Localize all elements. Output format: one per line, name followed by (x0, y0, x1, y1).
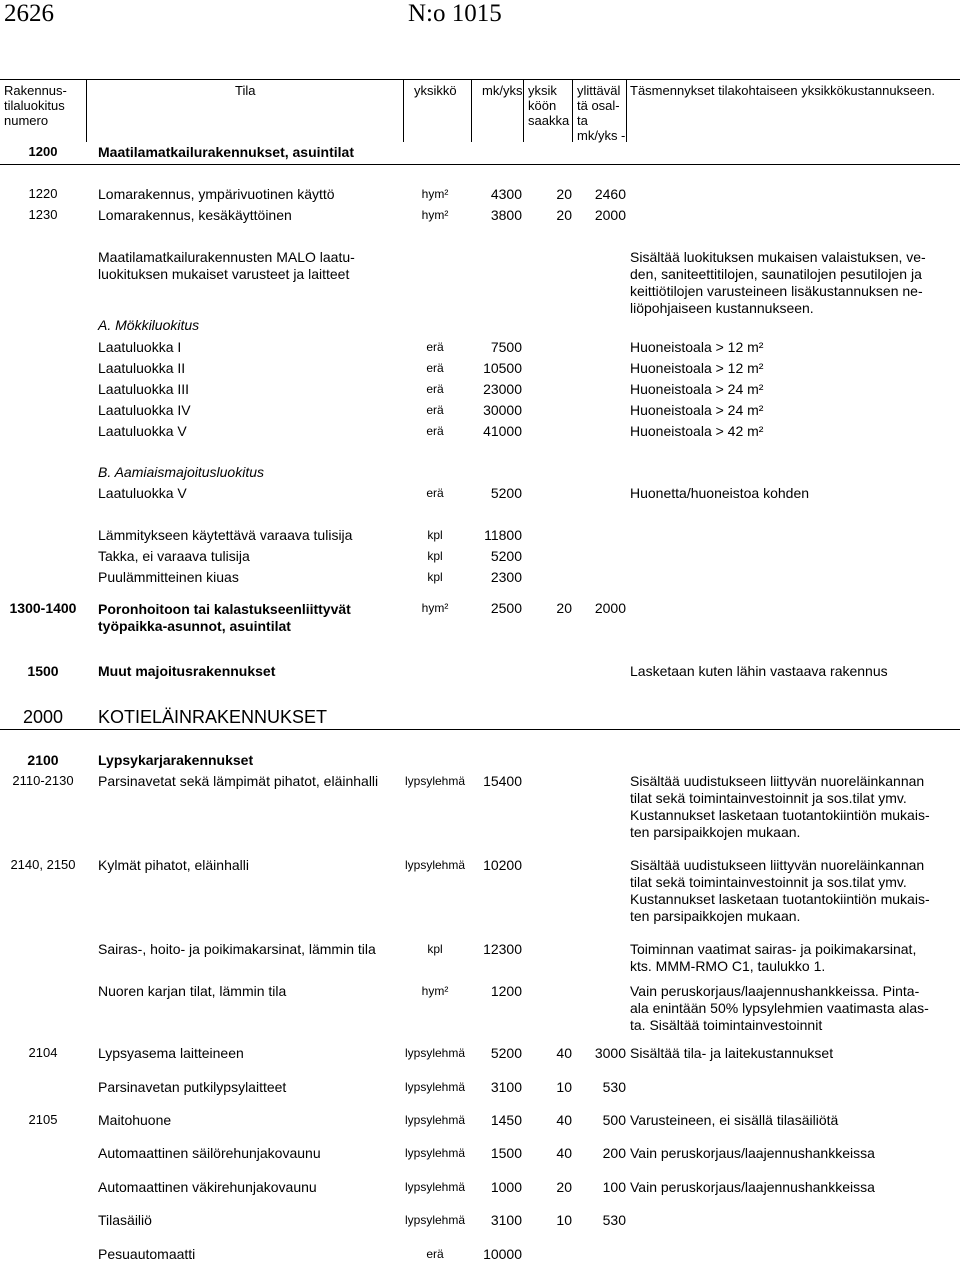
row-note-2110: Sisältää uudistukseen liittyvän nuoreläinkannan tilat sekä toimintainvestoinnit ja sos.tilat ymv. Kustannukset lasketaan tuotantokiintiön mukais- ten parsipaikkojen mukaan. (630, 773, 930, 840)
table-row-tilasailio (0, 1210, 960, 1230)
row-note: Huoneistoala > 24 m² (630, 381, 764, 397)
row-unit: hym² (421, 601, 449, 615)
page-number: 2626 (4, 0, 54, 27)
col-header-unit: yksikkö (414, 83, 457, 98)
row-unit: erä (426, 403, 444, 417)
table-row-1220 (0, 184, 960, 204)
row-over: 2460 (594, 186, 626, 202)
table-row (0, 337, 960, 357)
col-header-over: ylittäväl tä osal- ta mk/yks - (577, 83, 626, 143)
row-life: 10 (556, 1079, 572, 1095)
row-unit: erä (426, 382, 444, 396)
row-note-2140: Sisältää uudistukseen liittyvän nuoreläinkannan tilat sekä toimintainvestoinnit ja sos.tilat ymv. Kustannukset lasketaan tuotantokiintiön mukais- ten parsipaikkojen mukaan. (630, 857, 930, 924)
row-unit: erä (426, 1247, 444, 1261)
table-row-putki (0, 1077, 960, 1097)
row-over: 200 (602, 1145, 626, 1161)
row-name: Takka, ei varaava tulisija (98, 548, 250, 564)
row-life: 20 (556, 1179, 572, 1195)
row-price: 15400 (483, 773, 522, 789)
row-note: Lasketaan kuten lähin vastaava rakennus (630, 663, 888, 679)
table-row (0, 483, 960, 503)
row-number: 2100 (27, 752, 59, 768)
row-name: Parsinavetat sekä lämpimät pihatot, eläinhalli (98, 773, 379, 789)
row-name: Maatilamatkailurakennukset, asuintilat (98, 144, 354, 160)
row-price: 12300 (483, 941, 522, 957)
row-unit: lypsylehmä (404, 774, 466, 788)
row-note: Varusteineen, ei sisällä tilasäiliötä (630, 1112, 839, 1128)
row-name: Puulämmitteinen kiuas (98, 569, 239, 585)
row-unit: erä (426, 340, 444, 354)
header-bottom-rule (0, 164, 960, 165)
row-price: 5200 (490, 1045, 522, 1061)
row-unit: kpl (427, 570, 443, 584)
row-price: 3100 (490, 1079, 522, 1095)
malo-note: Sisältää luokituksen mukaisen valaistuksen, ve- den, saniteettitilojen, saunatilojen pesutilojen ja keittiötilojen varusteineen lisäkustannuksen ne- liöpohjaiseen kustannukseen. (630, 249, 926, 316)
table-row-pesu (0, 1244, 960, 1264)
row-unit: erä (426, 486, 444, 500)
col-divider (523, 80, 524, 142)
table-row-vaki (0, 1177, 960, 1197)
row-unit: hym² (421, 984, 449, 998)
row-price: 4300 (490, 186, 522, 202)
row-note: Huoneistoala > 12 m² (630, 339, 764, 355)
row-name: Nuoren karjan tilat, lämmin tila (98, 983, 287, 999)
row-name: Pesuautomaatti (98, 1246, 196, 1262)
row-price: 7500 (490, 339, 522, 355)
row-unit: kpl (427, 549, 443, 563)
row-note-sairas: Toiminnan vaatimat sairas- ja poikimakarsinat, kts. MMM-RMO C1, taulukko 1. (630, 941, 917, 974)
row-price: 1500 (490, 1145, 522, 1161)
row-over: 530 (602, 1212, 626, 1228)
row-over: 2000 (594, 207, 626, 223)
row-over: 500 (602, 1112, 626, 1128)
section-row-2000 (0, 705, 960, 729)
row-name: Muut majoitusrakennukset (98, 663, 276, 679)
row-price: 30000 (483, 402, 522, 418)
table-row (0, 567, 960, 587)
row-price: 10000 (483, 1246, 522, 1262)
row-number: 1500 (27, 663, 59, 679)
row-note: Huoneistoala > 24 m² (630, 402, 764, 418)
row-name: Lomarakennus, ympärivuotinen käyttö (98, 186, 335, 202)
col-divider (403, 80, 404, 142)
table-row-sailo (0, 1143, 960, 1163)
row-number: 1200 (28, 144, 58, 159)
row-price: 23000 (483, 381, 522, 397)
table-row (0, 525, 960, 545)
row-unit: hym² (421, 187, 449, 201)
section-rule (0, 729, 960, 730)
row-life: 40 (556, 1045, 572, 1061)
row-unit: erä (426, 361, 444, 375)
row-unit: hym² (421, 208, 449, 222)
malo-b-heading: B. Aamiaismajoitusluokitus (98, 464, 264, 480)
row-unit: kpl (427, 528, 443, 542)
col-header-tila: Tila (235, 83, 256, 98)
table-row (0, 546, 960, 566)
row-note: Huoneistoala > 12 m² (630, 360, 764, 376)
row-unit: lypsylehmä (404, 1146, 466, 1160)
row-number: 2140, 2150 (10, 857, 76, 872)
row-unit: lypsylehmä (404, 1080, 466, 1094)
row-name: Laatuluokka III (98, 381, 190, 397)
row-price: 3800 (490, 207, 522, 223)
row-note: Huoneistoala > 42 m² (630, 423, 764, 439)
col-header-life: yksik köön saakka (528, 83, 570, 128)
row-over: 100 (602, 1179, 626, 1195)
row-price: 1450 (490, 1112, 522, 1128)
col-header-price: mk/yks (482, 83, 523, 98)
issue-number: N:o 1015 (408, 0, 502, 27)
row-number: 2105 (28, 1112, 58, 1127)
table-row-2104 (0, 1043, 960, 1063)
col-divider (572, 80, 573, 142)
table-row-2105 (0, 1110, 960, 1130)
row-note: Huonetta/huoneistoa kohden (630, 485, 810, 501)
row-price: 11800 (484, 527, 522, 543)
table-row-1230 (0, 205, 960, 225)
row-life: 40 (556, 1145, 572, 1161)
row-number: 2000 (22, 707, 64, 727)
row-name: Lypsykarjarakennukset (98, 752, 254, 768)
row-over: 3000 (594, 1045, 626, 1061)
row-name: Lypsyasema laitteineen (98, 1045, 244, 1061)
table-row-1500 (0, 661, 960, 681)
row-price: 1200 (490, 983, 522, 999)
row-name: Parsinavetan putkilypsylaitteet (98, 1079, 287, 1095)
malo-b-heading-row (0, 462, 960, 482)
row-name: Laatuluokka I (98, 339, 182, 355)
row-life: 20 (556, 186, 572, 202)
col-divider (86, 80, 87, 142)
row-unit: lypsylehmä (404, 858, 466, 872)
row-price: 5200 (490, 548, 522, 564)
malo-a-heading: A. Mökkiluokitus (98, 317, 200, 333)
row-name: Laatuluokka V (98, 423, 187, 439)
col-divider (626, 80, 627, 142)
header-top-rule (0, 79, 960, 80)
row-price: 41000 (483, 423, 522, 439)
col-divider (471, 80, 472, 142)
row-unit: lypsylehmä (404, 1046, 466, 1060)
row-name: Laatuluokka IV (98, 402, 191, 418)
row-name: Laatuluokka II (98, 360, 186, 376)
malo-a-heading-row (0, 315, 960, 335)
table-row (0, 358, 960, 378)
row-number: 1300-1400 (9, 600, 77, 616)
row-note: Vain peruskorjaus/laajennushankkeissa (630, 1179, 875, 1195)
row-number: 2104 (28, 1045, 58, 1060)
table-row (0, 400, 960, 420)
row-price: 3100 (490, 1212, 522, 1228)
col-header-note: Täsmennykset tilakohtaiseen yksikkökustannukseen. (630, 83, 935, 98)
row-life: 40 (556, 1112, 572, 1128)
row-note-nuoren: Vain peruskorjaus/laajennushankkeissa. Pinta- ala enintään 50% lypsylehmien vaatimasta alas- ta. Sisältää toimintainvestoinnit (630, 983, 929, 1033)
row-price: 2300 (490, 569, 522, 585)
row-life: 20 (556, 207, 572, 223)
row-name: KOTIELÄINRAKENNUKSET (98, 707, 328, 727)
row-name: Automaattinen säilörehunjakovaunu (98, 1145, 321, 1161)
row-name: Lämmitykseen käytettävä varaava tulisija (98, 527, 353, 543)
row-unit: kpl (427, 942, 443, 956)
row-unit: lypsylehmä (404, 1180, 466, 1194)
section-row-1200 (0, 142, 960, 162)
row-number: 2110-2130 (12, 773, 74, 788)
row-life: 20 (556, 600, 572, 616)
row-over: 530 (602, 1079, 626, 1095)
row-price: 10500 (483, 360, 522, 376)
row-over: 2000 (594, 600, 626, 616)
table-row (0, 421, 960, 441)
section-row-2100 (0, 750, 960, 770)
malo-title: Maatilamatkailurakennusten MALO laatu- luokituksen mukaiset varusteet ja laitteet (98, 249, 355, 282)
row-name: Maitohuone (98, 1112, 172, 1128)
row-name: Kylmät pihatot, eläinhalli (98, 857, 249, 873)
row-note: Sisältää tila- ja laitekustannukset (630, 1045, 834, 1061)
row-price: 2500 (490, 600, 522, 616)
row-unit: lypsylehmä (404, 1113, 466, 1127)
row-number: 1230 (28, 207, 58, 222)
row-price: 10200 (483, 857, 522, 873)
row-price: 5200 (490, 485, 522, 501)
row-life: 10 (556, 1212, 572, 1228)
row-unit: erä (426, 424, 444, 438)
row-name: Sairas-, hoito- ja poikimakarsinat, lämmin tila (98, 941, 376, 957)
table-row (0, 379, 960, 399)
row-unit: lypsylehmä (404, 1213, 466, 1227)
row-name: Laatuluokka V (98, 485, 187, 501)
row-price: 1000 (490, 1179, 522, 1195)
col-header-number: Rakennus- tilaluokitus numero (4, 83, 67, 128)
row-name: Lomarakennus, kesäkäyttöinen (98, 207, 292, 223)
row-name-1300: Poronhoitoon tai kalastukseenliittyvät työpaikka-asunnot, asuintilat (98, 601, 351, 634)
row-name: Automaattinen väkirehunjakovaunu (98, 1179, 317, 1195)
row-number: 1220 (28, 186, 58, 201)
row-note: Vain peruskorjaus/laajennushankkeissa (630, 1145, 875, 1161)
row-name: Tilasäiliö (98, 1212, 152, 1228)
